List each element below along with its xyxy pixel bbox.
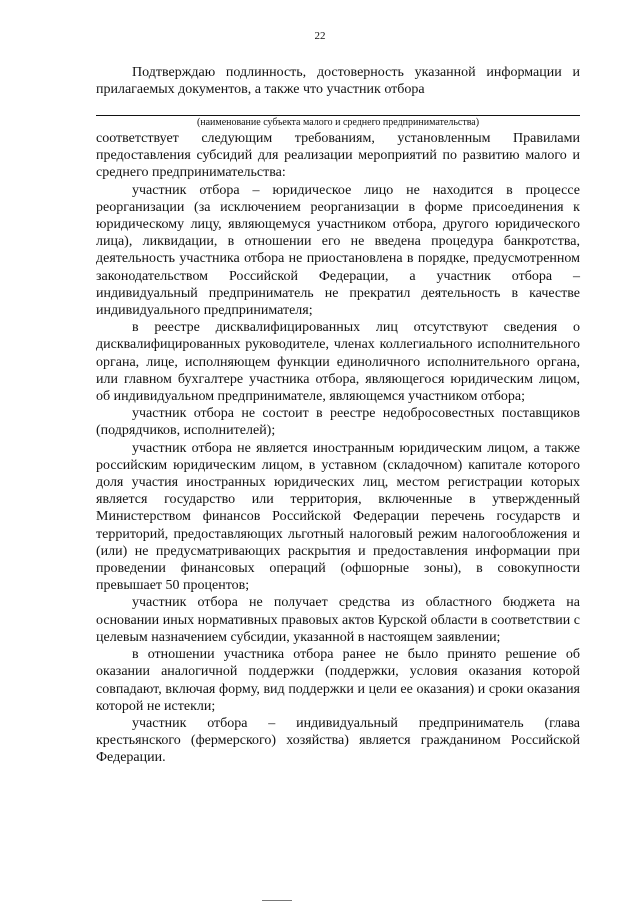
requirement-citizenship: участник отбора – индивидуальный предприниматель (глава крестьянского (фермерского) хозяйства) является гражданином Российской Федерации. [96, 715, 580, 766]
requirement-regional-budget: участник отбора не получает средства из областного бюджета на основании иных нормативных правовых актов Курской области в соответствии с целевым назначением субсидии, указанной в настоящем заявлении; [96, 595, 580, 645]
requirements-intro-paragraph: соответствует следующим требованиям, установленным Правилами предоставления субсидий для реализации мероприятий по развитию малого и среднего предпринимательства: [96, 131, 580, 181]
requirement-prior-support: в отношении участника отбора ранее не было принято решение об оказании аналогичной поддержки (поддержки, условия оказания которой совпадают, включая форму, вид поддержки и цели ее оказания) и сроки оказания которой не истекли; [96, 647, 580, 714]
requirement-foreign-entity: участник отбора не является иностранным юридическим лицом, а также российским юридическим лицом, в уставном (складочном) капитале которого доля участия иностранных юридических лиц, местом регистрации которых является государство или территория, включенные в утвержденный Министерством финансов Российской Федерации перечень государств и территорий, предоставляющих льготный налоговый режим налогообложения и (или) не предусматривающих раскрытия и предоставления информации при проведении финансовых операций (офшорные зоны), в совокупности превышает 50 процентов; [96, 440, 580, 594]
scan-edge-mark [262, 900, 292, 901]
requirement-unscrupulous-suppliers: участник отбора не состоит в реестре недобросовестных поставщиков (подрядчиков, исполнителей); [96, 406, 580, 439]
entity-name-fill-line [96, 115, 580, 116]
page-number: 22 [314, 30, 326, 42]
confirmation-statement: Подтверждаю подлинность, достоверность указанной информации и прилагаемых документов, а также что участник отбора [96, 65, 580, 97]
requirements-list [96, 130, 580, 767]
requirement-reorganization: участник отбора – юридическое лицо не находится в процессе реорганизации (за исключением реорганизации в форме присоединения к юридическому лицу, являющемуся участником отбора, другого юридического лица), ликвидации, в отношении его не введена процедура банкротства, деятельность участника отбора не приостановлена в порядке, предусмотренном законодательством Российской Федерации, а участник отбора – индивидуальный предприниматель не прекратил деятельность в качестве индивидуального предпринимателя; [96, 182, 580, 319]
requirement-disqualified-persons: в реестре дисквалифицированных лиц отсутствуют сведения о дисквалифицированных руководителе, членах коллегиального исполнительного органа, лице, исполняющем функции единоличного исполнительного органа, или главном бухгалтере участника отбора, являющегося юридическим лицом, об индивидуальном предпринимателе, являющемся участником отбора; [96, 320, 580, 405]
entity-name-caption: (наименование субъекта малого и среднего предпринимательства) [196, 117, 480, 128]
